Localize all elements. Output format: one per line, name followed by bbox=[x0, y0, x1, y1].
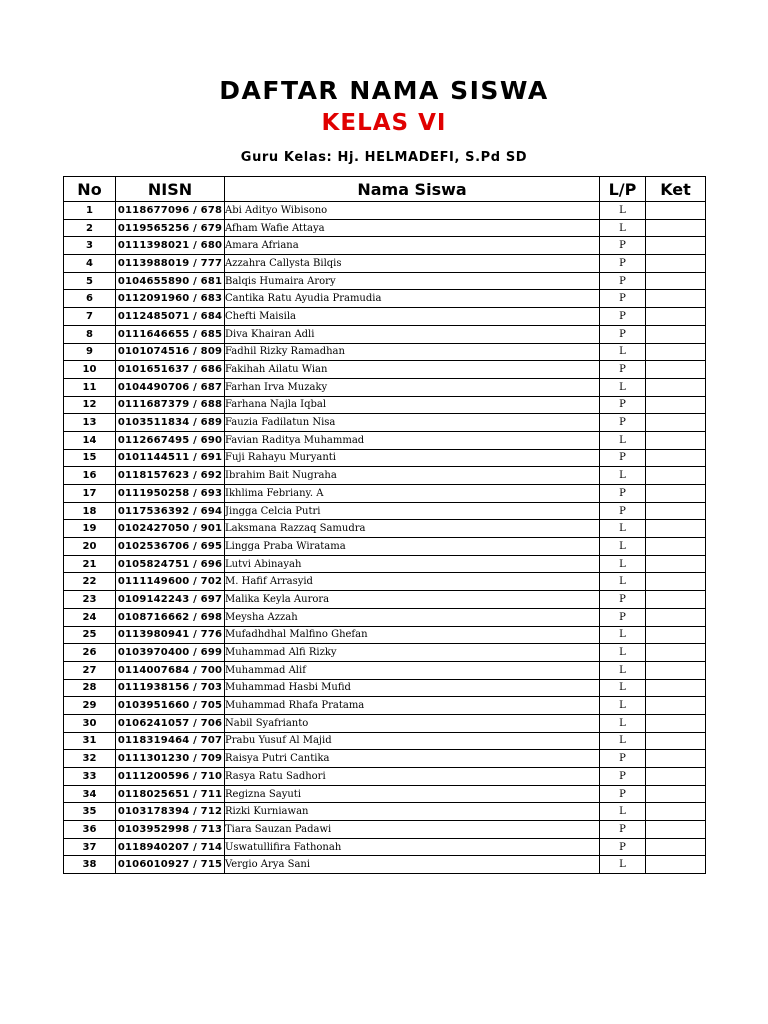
row-number-cell: 17 bbox=[64, 485, 116, 503]
table-row bbox=[64, 626, 706, 644]
table-row bbox=[64, 343, 706, 361]
student-name-cell: Abi Adityo Wibisono bbox=[225, 202, 600, 220]
nisn-cell: 0102427050 / 901 bbox=[116, 520, 225, 538]
gender-cell: L bbox=[600, 378, 646, 396]
gender-cell: P bbox=[600, 290, 646, 308]
row-number-cell: 36 bbox=[64, 821, 116, 839]
row-number-cell: 12 bbox=[64, 396, 116, 414]
table-row bbox=[64, 538, 706, 556]
nisn-cell: 0104655890 / 681 bbox=[116, 272, 225, 290]
nisn-cell: 0111646655 / 685 bbox=[116, 325, 225, 343]
table-row bbox=[64, 608, 706, 626]
student-name-cell: Muhammad Alif bbox=[225, 661, 600, 679]
student-name-cell: Diva Khairan Adli bbox=[225, 325, 600, 343]
table-body bbox=[64, 202, 706, 874]
student-name-cell: Azzahra Callysta Bilqis bbox=[225, 255, 600, 273]
nisn-cell: 0113988019 / 777 bbox=[116, 255, 225, 273]
row-number-cell: 10 bbox=[64, 361, 116, 379]
nisn-cell: 0118677096 / 678 bbox=[116, 202, 225, 220]
remark-cell bbox=[646, 502, 706, 520]
row-number-cell: 5 bbox=[64, 272, 116, 290]
nisn-cell: 0104490706 / 687 bbox=[116, 378, 225, 396]
student-name-cell: Regizna Sayuti bbox=[225, 785, 600, 803]
table-row bbox=[64, 396, 706, 414]
student-name-cell: Laksmana Razzaq Samudra bbox=[225, 520, 600, 538]
row-number-cell: 37 bbox=[64, 838, 116, 856]
student-name-cell: Malika Keyla Aurora bbox=[225, 591, 600, 609]
row-number-cell: 13 bbox=[64, 414, 116, 432]
remark-cell bbox=[646, 661, 706, 679]
remark-cell bbox=[646, 626, 706, 644]
row-number-cell: 32 bbox=[64, 750, 116, 768]
gender-cell: P bbox=[600, 325, 646, 343]
gender-cell: L bbox=[600, 661, 646, 679]
remark-cell bbox=[646, 467, 706, 485]
gender-cell: P bbox=[600, 255, 646, 273]
table-row bbox=[64, 732, 706, 750]
nisn-cell: 0111200596 / 710 bbox=[116, 768, 225, 786]
student-name-cell: Ibrahim Bait Nugraha bbox=[225, 467, 600, 485]
table-row bbox=[64, 679, 706, 697]
nisn-cell: 0111687379 / 688 bbox=[116, 396, 225, 414]
remark-cell bbox=[646, 361, 706, 379]
table-row bbox=[64, 361, 706, 379]
student-name-cell: Ikhlima Febriany. A bbox=[225, 485, 600, 503]
table-row bbox=[64, 856, 706, 874]
row-number-cell: 31 bbox=[64, 732, 116, 750]
table-row bbox=[64, 237, 706, 255]
nisn-cell: 0106010927 / 715 bbox=[116, 856, 225, 874]
row-number-cell: 23 bbox=[64, 591, 116, 609]
gender-cell: L bbox=[600, 856, 646, 874]
table-row bbox=[64, 272, 706, 290]
row-number-cell: 28 bbox=[64, 679, 116, 697]
student-name-cell: Muhammad Alfi Rizky bbox=[225, 644, 600, 662]
row-number-cell: 33 bbox=[64, 768, 116, 786]
gender-cell: P bbox=[600, 608, 646, 626]
student-name-cell: Mufadhdhal Malfino Ghefan bbox=[225, 626, 600, 644]
table-row bbox=[64, 449, 706, 467]
nisn-cell: 0118157623 / 692 bbox=[116, 467, 225, 485]
row-number-cell: 25 bbox=[64, 626, 116, 644]
table-row bbox=[64, 290, 706, 308]
table-row bbox=[64, 202, 706, 220]
nisn-cell: 0109142243 / 697 bbox=[116, 591, 225, 609]
table-row bbox=[64, 485, 706, 503]
table-row bbox=[64, 414, 706, 432]
gender-cell: P bbox=[600, 237, 646, 255]
teacher-line: Guru Kelas: Hj. HELMADEFI, S.Pd SD bbox=[240, 150, 528, 165]
row-number-cell: 15 bbox=[64, 449, 116, 467]
row-number-cell: 24 bbox=[64, 608, 116, 626]
remark-cell bbox=[646, 838, 706, 856]
gender-cell: L bbox=[600, 644, 646, 662]
student-name-cell: Fadhil Rizky Ramadhan bbox=[225, 343, 600, 361]
document-title: DAFTAR NAMA SISWA bbox=[219, 76, 549, 105]
table-row bbox=[64, 750, 706, 768]
row-number-cell: 4 bbox=[64, 255, 116, 273]
nisn-cell: 0106241057 / 706 bbox=[116, 714, 225, 732]
table-row bbox=[64, 573, 706, 591]
student-name-cell: Fauzia Fadilatun Nisa bbox=[225, 414, 600, 432]
nisn-cell: 0112091960 / 683 bbox=[116, 290, 225, 308]
remark-cell bbox=[646, 431, 706, 449]
table-row bbox=[64, 520, 706, 538]
column-header-lp: L/P bbox=[600, 177, 646, 202]
student-name-cell: Rasya Ratu Sadhori bbox=[225, 768, 600, 786]
student-name-cell: Prabu Yusuf Al Majid bbox=[225, 732, 600, 750]
table-row bbox=[64, 661, 706, 679]
gender-cell: P bbox=[600, 821, 646, 839]
row-number-cell: 27 bbox=[64, 661, 116, 679]
column-header-no: No bbox=[64, 177, 116, 202]
student-name-cell: Cantika Ratu Ayudia Pramudia bbox=[225, 290, 600, 308]
remark-cell bbox=[646, 803, 706, 821]
row-number-cell: 20 bbox=[64, 538, 116, 556]
nisn-cell: 0111938156 / 703 bbox=[116, 679, 225, 697]
student-name-cell: Balqis Humaira Arory bbox=[225, 272, 600, 290]
remark-cell bbox=[646, 414, 706, 432]
gender-cell: P bbox=[600, 449, 646, 467]
remark-cell bbox=[646, 396, 706, 414]
table-row bbox=[64, 714, 706, 732]
gender-cell: P bbox=[600, 502, 646, 520]
gender-cell: P bbox=[600, 361, 646, 379]
gender-cell: L bbox=[600, 626, 646, 644]
student-name-cell: Fakihah Ailatu Wian bbox=[225, 361, 600, 379]
row-number-cell: 8 bbox=[64, 325, 116, 343]
row-number-cell: 16 bbox=[64, 467, 116, 485]
row-number-cell: 35 bbox=[64, 803, 116, 821]
remark-cell bbox=[646, 679, 706, 697]
remark-cell bbox=[646, 821, 706, 839]
gender-cell: L bbox=[600, 714, 646, 732]
nisn-cell: 0111301230 / 709 bbox=[116, 750, 225, 768]
table-header-row bbox=[64, 177, 706, 202]
row-number-cell: 14 bbox=[64, 431, 116, 449]
column-header-ket: Ket bbox=[646, 177, 706, 202]
remark-cell bbox=[646, 308, 706, 326]
gender-cell: L bbox=[600, 520, 646, 538]
nisn-cell: 0103951660 / 705 bbox=[116, 697, 225, 715]
table-row bbox=[64, 644, 706, 662]
table-row bbox=[64, 591, 706, 609]
row-number-cell: 2 bbox=[64, 219, 116, 237]
nisn-cell: 0112485071 / 684 bbox=[116, 308, 225, 326]
student-name-cell: Afham Wafie Attaya bbox=[225, 219, 600, 237]
remark-cell bbox=[646, 644, 706, 662]
nisn-cell: 0117536392 / 694 bbox=[116, 502, 225, 520]
nisn-cell: 0101074516 / 809 bbox=[116, 343, 225, 361]
table-row bbox=[64, 325, 706, 343]
remark-cell bbox=[646, 608, 706, 626]
gender-cell: L bbox=[600, 697, 646, 715]
remark-cell bbox=[646, 325, 706, 343]
gender-cell: L bbox=[600, 538, 646, 556]
student-name-cell: Nabil Syafrianto bbox=[225, 714, 600, 732]
nisn-cell: 0112667495 / 690 bbox=[116, 431, 225, 449]
student-name-cell: Muhammad Rhafa Pratama bbox=[225, 697, 600, 715]
student-name-cell: Chefti Maisila bbox=[225, 308, 600, 326]
remark-cell bbox=[646, 750, 706, 768]
gender-cell: L bbox=[600, 219, 646, 237]
nisn-cell: 0103511834 / 689 bbox=[116, 414, 225, 432]
row-number-cell: 6 bbox=[64, 290, 116, 308]
remark-cell bbox=[646, 714, 706, 732]
gender-cell: P bbox=[600, 838, 646, 856]
gender-cell: L bbox=[600, 343, 646, 361]
gender-cell: L bbox=[600, 555, 646, 573]
nisn-cell: 0105824751 / 696 bbox=[116, 555, 225, 573]
row-number-cell: 9 bbox=[64, 343, 116, 361]
gender-cell: P bbox=[600, 414, 646, 432]
gender-cell: L bbox=[600, 202, 646, 220]
gender-cell: L bbox=[600, 803, 646, 821]
student-name-cell: Uswatullifira Fathonah bbox=[225, 838, 600, 856]
gender-cell: L bbox=[600, 679, 646, 697]
remark-cell bbox=[646, 591, 706, 609]
remark-cell bbox=[646, 202, 706, 220]
nisn-cell: 0103178394 / 712 bbox=[116, 803, 225, 821]
remark-cell bbox=[646, 697, 706, 715]
row-number-cell: 7 bbox=[64, 308, 116, 326]
nisn-cell: 0101651637 / 686 bbox=[116, 361, 225, 379]
table-row bbox=[64, 555, 706, 573]
nisn-cell: 0114007684 / 700 bbox=[116, 661, 225, 679]
row-number-cell: 18 bbox=[64, 502, 116, 520]
row-number-cell: 1 bbox=[64, 202, 116, 220]
table-row bbox=[64, 378, 706, 396]
remark-cell bbox=[646, 485, 706, 503]
table-row bbox=[64, 502, 706, 520]
gender-cell: P bbox=[600, 750, 646, 768]
table-row bbox=[64, 697, 706, 715]
remark-cell bbox=[646, 449, 706, 467]
student-table bbox=[63, 176, 706, 874]
student-name-cell: Tiara Sauzan Padawi bbox=[225, 821, 600, 839]
nisn-cell: 0103952998 / 713 bbox=[116, 821, 225, 839]
class-label: KELAS VI bbox=[321, 110, 447, 136]
nisn-cell: 0111950258 / 693 bbox=[116, 485, 225, 503]
column-header-nisn: NISN bbox=[116, 177, 225, 202]
student-name-cell: Farhan Irva Muzaky bbox=[225, 378, 600, 396]
gender-cell: P bbox=[600, 396, 646, 414]
nisn-cell: 0119565256 / 679 bbox=[116, 219, 225, 237]
remark-cell bbox=[646, 290, 706, 308]
nisn-cell: 0118940207 / 714 bbox=[116, 838, 225, 856]
gender-cell: L bbox=[600, 732, 646, 750]
row-number-cell: 30 bbox=[64, 714, 116, 732]
student-name-cell: Favian Raditya Muhammad bbox=[225, 431, 600, 449]
remark-cell bbox=[646, 856, 706, 874]
nisn-cell: 0102536706 / 695 bbox=[116, 538, 225, 556]
table-row bbox=[64, 821, 706, 839]
row-number-cell: 26 bbox=[64, 644, 116, 662]
gender-cell: P bbox=[600, 308, 646, 326]
gender-cell: P bbox=[600, 485, 646, 503]
row-number-cell: 38 bbox=[64, 856, 116, 874]
nisn-cell: 0108716662 / 698 bbox=[116, 608, 225, 626]
row-number-cell: 34 bbox=[64, 785, 116, 803]
gender-cell: L bbox=[600, 573, 646, 591]
gender-cell: P bbox=[600, 591, 646, 609]
gender-cell: L bbox=[600, 431, 646, 449]
student-name-cell: Lingga Praba Wiratama bbox=[225, 538, 600, 556]
gender-cell: P bbox=[600, 272, 646, 290]
remark-cell bbox=[646, 732, 706, 750]
table-row bbox=[64, 838, 706, 856]
gender-cell: P bbox=[600, 768, 646, 786]
table-row bbox=[64, 219, 706, 237]
row-number-cell: 11 bbox=[64, 378, 116, 396]
student-name-cell: Muhammad Hasbi Mufid bbox=[225, 679, 600, 697]
nisn-cell: 0118319464 / 707 bbox=[116, 732, 225, 750]
student-name-cell: Rizki Kurniawan bbox=[225, 803, 600, 821]
table-row bbox=[64, 785, 706, 803]
student-name-cell: Lutvi Abinayah bbox=[225, 555, 600, 573]
nisn-cell: 0103970400 / 699 bbox=[116, 644, 225, 662]
remark-cell bbox=[646, 378, 706, 396]
nisn-cell: 0113980941 / 776 bbox=[116, 626, 225, 644]
table-row bbox=[64, 768, 706, 786]
student-name-cell: Farhana Najla Iqbal bbox=[225, 396, 600, 414]
remark-cell bbox=[646, 573, 706, 591]
remark-cell bbox=[646, 785, 706, 803]
gender-cell: L bbox=[600, 467, 646, 485]
student-name-cell: Jingga Celcia Putri bbox=[225, 502, 600, 520]
table-row bbox=[64, 467, 706, 485]
gender-cell: P bbox=[600, 785, 646, 803]
table-row bbox=[64, 431, 706, 449]
remark-cell bbox=[646, 343, 706, 361]
remark-cell bbox=[646, 768, 706, 786]
nisn-cell: 0118025651 / 711 bbox=[116, 785, 225, 803]
student-name-cell: Vergio Arya Sani bbox=[225, 856, 600, 874]
remark-cell bbox=[646, 219, 706, 237]
remark-cell bbox=[646, 538, 706, 556]
table-row bbox=[64, 255, 706, 273]
student-name-cell: Raisya Putri Cantika bbox=[225, 750, 600, 768]
remark-cell bbox=[646, 555, 706, 573]
remark-cell bbox=[646, 237, 706, 255]
table-row bbox=[64, 308, 706, 326]
student-name-cell: Amara Afriana bbox=[225, 237, 600, 255]
nisn-cell: 0101144511 / 691 bbox=[116, 449, 225, 467]
student-name-cell: Fuji Rahayu Muryanti bbox=[225, 449, 600, 467]
row-number-cell: 3 bbox=[64, 237, 116, 255]
student-name-cell: M. Hafif Arrasyid bbox=[225, 573, 600, 591]
row-number-cell: 22 bbox=[64, 573, 116, 591]
row-number-cell: 29 bbox=[64, 697, 116, 715]
row-number-cell: 19 bbox=[64, 520, 116, 538]
remark-cell bbox=[646, 255, 706, 273]
table-row bbox=[64, 803, 706, 821]
nisn-cell: 0111149600 / 702 bbox=[116, 573, 225, 591]
column-header-name: Nama Siswa bbox=[225, 177, 600, 202]
row-number-cell: 21 bbox=[64, 555, 116, 573]
remark-cell bbox=[646, 520, 706, 538]
remark-cell bbox=[646, 272, 706, 290]
student-name-cell: Meysha Azzah bbox=[225, 608, 600, 626]
nisn-cell: 0111398021 / 680 bbox=[116, 237, 225, 255]
